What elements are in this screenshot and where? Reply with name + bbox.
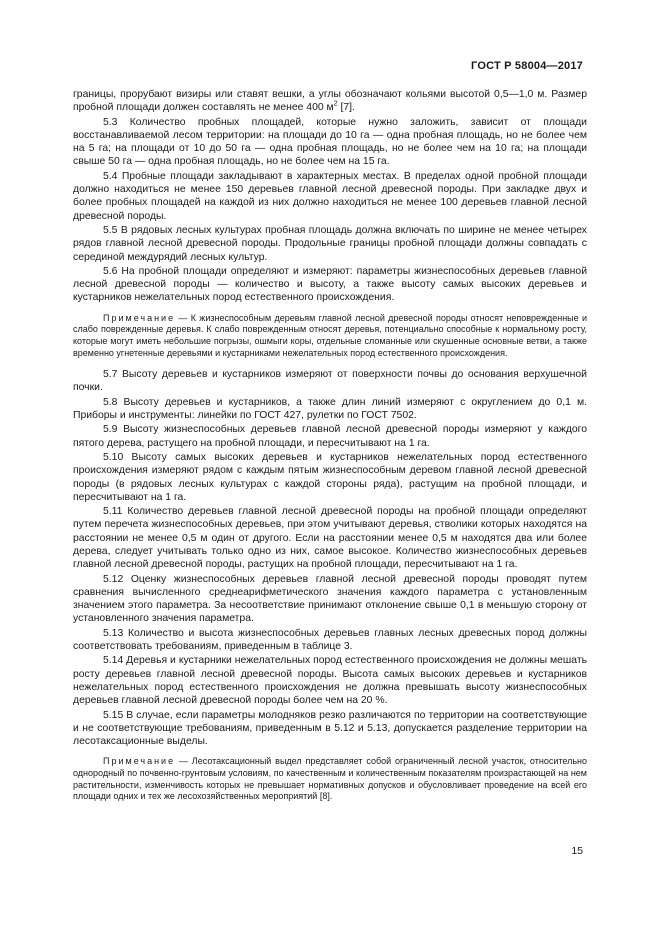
paragraph-5-3: 5.3 Количество пробных площадей, которые нужно заложить, зависит от площади восстанавливаемой лесом территории: на площади до 10 га — одна пробная площадь, но не более чем на 5 га; на площади от 10 до 50 га — одна пробная площадь, но не более чем на 10 га; на площади свыше 50 га — одна пробная площадь, но не более чем на 15 га. (73, 116, 587, 168)
paragraph-5-14: 5.14 Деревья и кустарники нежелательных пород естественного происхождения не должны мешать росту деревьев главной лесной древесной породы. Высота самых высоких деревьев и кустарников нежелательных пород естественного происхождения не должна превышать высоту жизнеспособных деревьев главной лесной древесной породы более чем на 20 %. (73, 655, 587, 707)
body-text (73, 88, 587, 812)
paragraph-5-8: 5.8 Высоту деревьев и кустарников, а также длин линий измеряют с округлением до 0,1 м. Приборы и инструменты: линейки по ГОСТ 427, рулетки по ГОСТ 7502. (73, 396, 587, 422)
paragraph-5-7: 5.7 Высоту деревьев и кустарников измеряют от поверхности почвы до основания верхушечной почки. (73, 369, 587, 394)
note-2-text: — Лесотаксационный выдел представляет собой ограниченный лесной участок, относительно однородный по почвенно-грунтовым условиям, по качественным и количественным показателям произрастающей на нем растительности, изменчивость которых не превышает нормативных допусков и обусловливает проведение на всей его площади одних и тех же лесохозяйственных мероприятий [8]. (73, 756, 587, 802)
note-1-label: Примечание (103, 312, 176, 323)
paragraph-5-10: 5.10 Высоту самых высоких деревьев и кустарников нежелательных пород естественного происхождения измеряют рядом с каждым пятым жизнеспособным деревом главной лесной древесной породы (в рядовых лесных культурах с каждой стороны ряда), растущим на пробной площади, и пересчитывают на 1 га. (73, 451, 587, 503)
paragraph-5-4: 5.4 Пробные площади закладывают в характерных местах. В пределах одной пробной площади должно находиться не менее 150 деревьев главной лесной древесной породы. При закладке двух и более пробных площадей на каждой из них должно находиться не менее 100 деревьев главной лесной древесной породы. (73, 170, 587, 222)
note-1 (73, 313, 587, 359)
paragraph-5-6: 5.6 На пробной площади определяют и измеряют: параметры жизнеспособных деревьев главной лесной древесной породы — количество и высоту, а также высоту самых высоких деревьев и кустарников нежелательных пород естественного происхождения. (73, 265, 587, 304)
document-code-header: ГОСТ Р 58004—2017 (471, 60, 583, 72)
paragraph-5-11: 5.11 Количество деревьев главной лесной древесной породы на пробной площади определяют путем перечета жизнеспособных деревьев, при этом учитывают деревья, стволики которых находятся на расстоянии не менее 0,5 м один от другого. Если на расстоянии менее 0,5 м находятся два или более дерева, следует учитывать только одно из них, самое высокое. Количество жизнеспособных деревьев главной лесной древесной породы, растущих на пробной площади, пересчитывают на 1 га. (73, 506, 587, 571)
continuation-reference: [7]. (337, 102, 355, 114)
paragraph-5-5: 5.5 В рядовых лесных культурах пробная площадь должна включать по ширине не менее четырех рядов главной лесной древесной породы. Продольные границы пробной площади должны совпадать с серединой междурядий лесных культур. (73, 224, 587, 263)
note-2-label: Примечание (103, 756, 176, 767)
note-2 (73, 756, 587, 802)
square-meter-superscript: 2 (333, 100, 338, 108)
paragraph-continuation (73, 88, 587, 115)
continuation-text: границы, прорубают визиры или ставят вешки, а углы обозначают кольями высотой 0,5—1,0 м. Размер пробной площади должен составлять не менее 400 м (73, 89, 587, 114)
paragraph-5-9: 5.9 Высоту жизнеспособных деревьев главной лесной древесной породы измеряют у каждого пятого дерева, растущего на пробной площади, и пересчитывают на 1 га. (73, 424, 587, 449)
paragraph-5-15: 5.15 В случае, если параметры молодняков резко различаются по территории на соответствующие и не соответствующие требованиям, приведенным в 5.12 и 5.13, допускается разделение территории на лесотаксационные выделы. (73, 709, 587, 748)
paragraph-5-12: 5.12 Оценку жизнеспособных деревьев главной лесной древесной породы проводят путем сравнения вычисленного среднеарифметического значения каждого параметра с установленным значением этого параметра. За несоответствие принимают отклонение свыше 0,1 в меньшую сторону от установленного значения параметра. (73, 573, 587, 625)
note-1-text: — К жизнеспособным деревьям главной лесной древесной породы относят неповрежденные и слабо поврежденные деревья. К слабо поврежденным относят деревья, потенциально способные к нормальному росту, которые могут иметь небольшие погрызы, ошмыги коры, отдельные сломанные или скушенные основные ветви, а также временно угнетенные деревьями и кустарниками нежелательных пород естественного происхождения. (73, 312, 587, 358)
paragraph-5-13: 5.13 Количество и высота жизнеспособных деревьев главных лесных древесных пород должны соответствовать требованиям, приведенным в таблице 3. (73, 627, 587, 653)
page-number: 15 (571, 845, 583, 857)
